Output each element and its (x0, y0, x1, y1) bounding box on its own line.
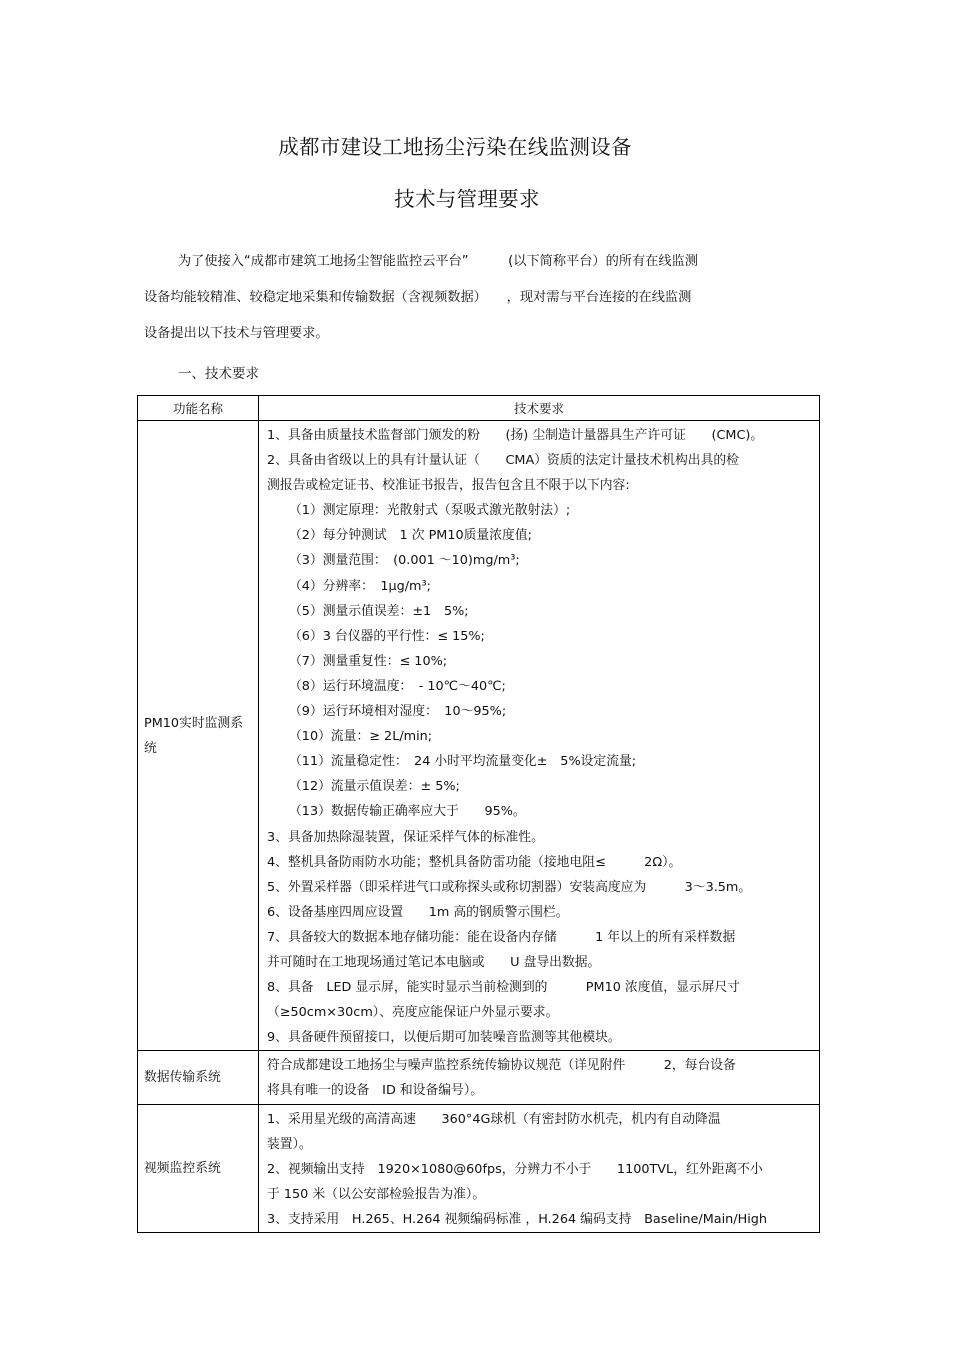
requirement-line: 符合成都建设工地扬尘与噪声监控系统传输协议规范（详见附件 2，每台设备 (267, 1058, 736, 1074)
requirement-line: （5）测量示值误差：±1 5%; (289, 603, 469, 619)
requirement-line: （3）测量范围： (0.001 ～10)mg/m³; (289, 553, 520, 569)
header-function-name: 功能名称 (138, 396, 259, 421)
requirement-cell (259, 1051, 820, 1104)
document-title-line2: 技术与管理要求 (394, 187, 540, 211)
requirement-line: （1）测定原理：光散射式（泵吸式激光散射法）; (289, 503, 571, 519)
requirement-line: 2、具备由省级以上的具有计量认证（ CMA）资质的法定计量技术机构出具的检 (267, 453, 739, 469)
table-row (138, 1051, 820, 1104)
requirement-line: 8、具备 LED 显示屏，能实时显示当前检测到的 PM10 浓度值，显示屏尺寸 (267, 980, 741, 996)
requirement-cell (259, 1104, 820, 1232)
table-header-row (138, 396, 820, 421)
requirement-line: 装置）。 (267, 1136, 312, 1152)
requirement-cell (259, 421, 820, 1051)
intro-line-3: 设备提出以下技术与管理要求。 (144, 326, 329, 341)
requirement-line: （13）数据传输正确率应大于 95%。 (289, 804, 526, 820)
requirement-line: （2）每分钟测试 1 次 PM10质量浓度值; (289, 528, 532, 544)
requirement-line: （6）3 台仪器的平行性：≤ 15%; (289, 628, 485, 644)
requirement-line: （12）流量示值误差：± 5%; (289, 779, 460, 795)
table-row (138, 1104, 820, 1232)
requirements-table (137, 395, 820, 1233)
requirement-line: （8）运行环境温度： - 10℃～40℃; (289, 678, 506, 694)
requirement-line: （11）流量稳定性： 24 小时平均流量变化± 5%设定流量; (289, 754, 637, 770)
requirement-line: （7）测量重复性：≤ 10%; (289, 653, 448, 669)
intro-paragraph (144, 244, 804, 352)
requirement-line: 1、采用星光级的高清高速 360°4G球机（有密封防水机壳，机内有自动降温 (267, 1111, 721, 1127)
requirement-line: 1、具备由质量技术监督部门颁发的粉 (扬) 尘制造计量器具生产许可证 (CMC)。 (267, 428, 764, 443)
requirement-line: 5、外置采样器（即采样进气口或称探头或称切割器）安装高度应为 3～3.5m。 (267, 879, 752, 895)
section-heading: 一、技术要求 (178, 366, 259, 382)
requirement-line: （10）流量：≥ 2L/min; (289, 729, 433, 745)
function-name-cell: 数据传输系统 (138, 1051, 259, 1104)
requirement-line: 并可随时在工地现场通过笔记本电脑或 U 盘导出数据。 (267, 954, 601, 970)
requirement-line: 3、具备加热除湿装置，保证采样气体的标准性。 (267, 829, 544, 845)
requirement-line: 将具有唯一的设备 ID 和设备编号）。 (267, 1083, 484, 1099)
function-name-cell: 视频监控系统 (138, 1104, 259, 1232)
requirement-line: 测报告或检定证书、校准证书报告，报告包含且不限于以下内容: (267, 478, 630, 494)
requirement-line: 于 150 米（以公安部检验报告为准）。 (267, 1186, 486, 1202)
requirement-line: 6、设备基座四周应设置 1m 高的钢质警示围栏。 (267, 904, 569, 920)
requirement-line: 2、视频输出支持 1920×1080@60fps，分辨力不小于 1100TVL，红外距离不小 (267, 1161, 763, 1177)
requirement-line: （4）分辨率： 1μg/m³; (289, 578, 431, 594)
requirement-line: 3、支持采用 H.265、H.264 视频编码标准 ，H.264 编码支持 Baseline/Main/High (267, 1211, 767, 1227)
table-row (138, 421, 820, 1051)
requirement-line: 4、整机具备防雨防水功能；整机具备防雷功能（接地电阻≤ 2Ω）。 (267, 854, 682, 870)
header-technical-requirements: 技术要求 (259, 396, 820, 421)
intro-line-1: 为了使接入“成都市建筑工地扬尘智能监控云平台” (以下简称平台）的所有在线监测 (178, 254, 698, 269)
requirement-line: （9）运行环境相对湿度： 10～95%; (289, 704, 507, 720)
document-title-line1: 成都市建设工地扬尘污染在线监测设备 (278, 135, 632, 159)
function-name-cell: PM10实时监测系统 (138, 421, 259, 1051)
intro-line-2: 设备均能较精准、较稳定地采集和传输数据（含视频数据） ，现对需与平台连接的在线监测 (144, 290, 692, 305)
requirement-line: （≥50cm×30cm）、亮度应能保证户外显示要求。 (267, 1005, 559, 1021)
requirement-line: 9、具备硬件预留接口，以便后期可加装噪音监测等其他模块。 (267, 1030, 621, 1046)
requirement-line: 7、具备较大的数据本地存储功能：能在设备内存储 1 年以上的所有采样数据 (267, 929, 736, 945)
